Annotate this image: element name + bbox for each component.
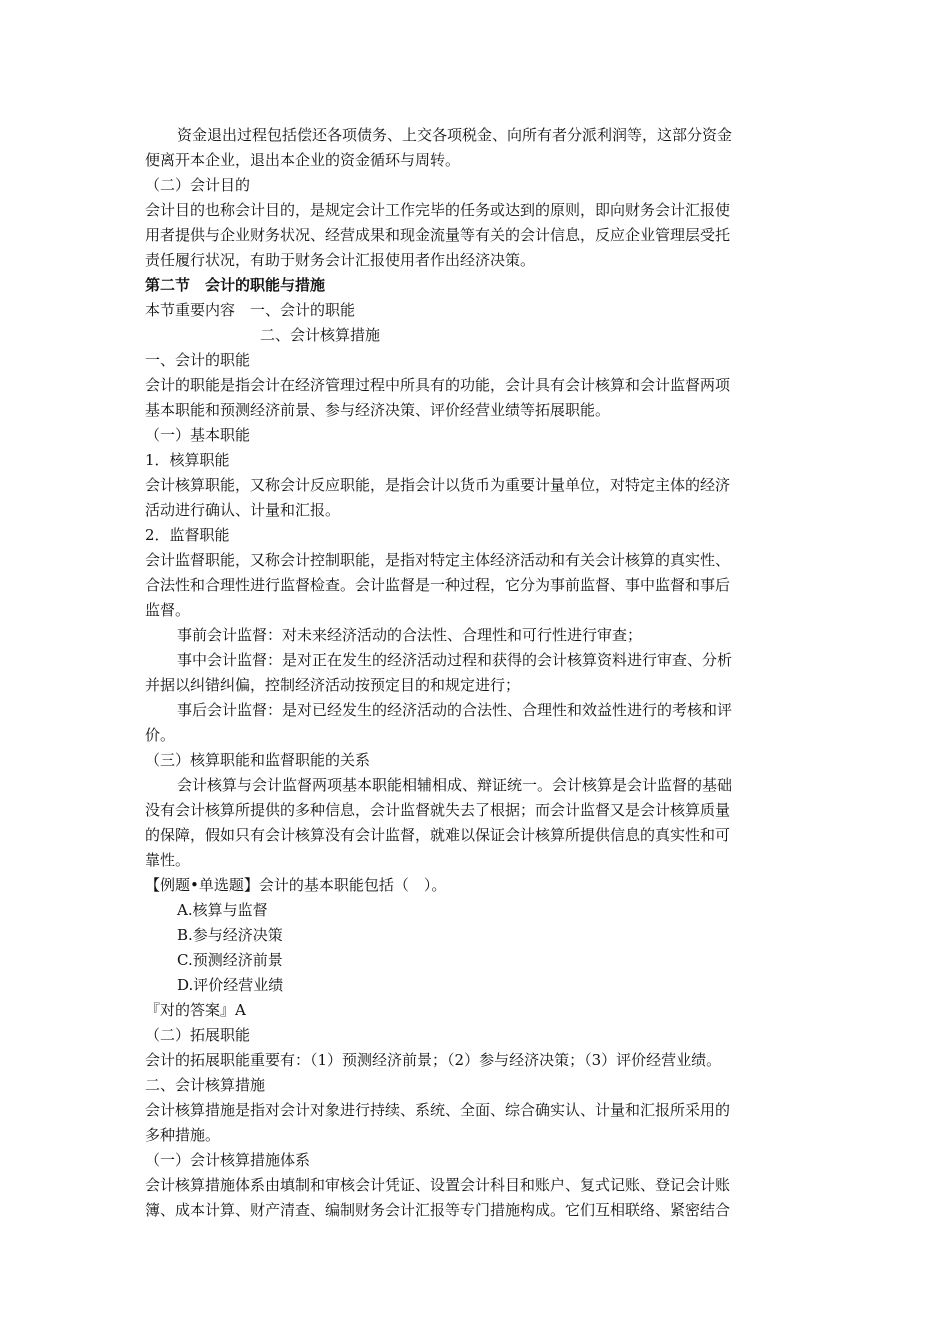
answer-option: B.参与经济决策: [177, 926, 283, 944]
paragraph-line: 合法性和合理性进行监督检查。会计监督是一种过程，它分为事前监督、事中监督和事后: [145, 576, 731, 594]
paragraph-line: 监督。: [145, 601, 191, 619]
paragraph-line: 会计监督职能，又称会计控制职能，是指对特定主体经济活动和有关会计核算的真实性、: [145, 551, 731, 569]
key-content-line: 二、会计核算措施: [260, 326, 381, 344]
subsection-heading: （二）拓展职能: [145, 1026, 251, 1044]
subsection-heading: （一）会计核算措施体系: [145, 1151, 311, 1169]
paragraph-line: 基本职能和预测经济前景、参与经济决策、评价经营业绩等拓展职能。: [145, 401, 611, 419]
paragraph-line: 会计核算措施体系由填制和审核会计凭证、设置会计科目和账户、复式记账、登记会计账: [145, 1176, 731, 1194]
paragraph-line: 多种措施。: [145, 1126, 221, 1144]
answer-option: C.预测经济前景: [177, 951, 283, 969]
paragraph-line: 会计的拓展职能重要有：（1）预测经济前景；（2）参与经济决策；（3）评价经营业绩。: [145, 1051, 722, 1069]
subsection-heading: （三）核算职能和监督职能的关系: [145, 751, 371, 769]
paragraph-line: 事前会计监督：对未来经济活动的合法性、合理性和可行性进行审查；: [177, 626, 643, 644]
answer-option: D.评价经营业绩: [177, 976, 284, 994]
paragraph-line: 会计核算与会计监督两项基本职能相辅相成、辩证统一。会计核算是会计监督的基础: [177, 776, 733, 794]
paragraph-line: 活动进行确认、计量和汇报。: [145, 501, 341, 519]
paragraph-line: 责任履行状况，有助于财务会计汇报使用者作出经济决策。: [145, 251, 536, 269]
paragraph-line: 并据以纠错纠偏，控制经济活动按预定目的和规定进行；: [145, 676, 521, 694]
paragraph-line: 用者提供与企业财务状况、经营成果和现金流量等有关的会计信息，反应企业管理层受托: [145, 226, 731, 244]
subsection-heading: 一、会计的职能: [145, 351, 251, 369]
paragraph-line: 没有会计核算所提供的多种信息，会计监督就失去了根据；而会计监督又是会计核算质量: [145, 801, 731, 819]
subsection-heading: 1．核算职能: [145, 451, 230, 469]
paragraph-line: 事后会计监督：是对已经发生的经济活动的合法性、合理性和效益性进行的考核和评: [177, 701, 733, 719]
section-heading: 第二节 会计的职能与措施: [145, 276, 326, 294]
correct-answer: 『对的答案』A: [145, 1001, 246, 1019]
paragraph-line: 事中会计监督：是对正在发生的经济活动过程和获得的会计核算资料进行审查、分析: [177, 651, 733, 669]
answer-option: A.核算与监督: [177, 901, 268, 919]
paragraph-line: 会计核算职能，又称会计反应职能，是指会计以货币为重要计量单位，对特定主体的经济: [145, 476, 731, 494]
key-content-line: 本节重要内容 一、会计的职能: [145, 301, 356, 319]
subsection-heading: 二、会计核算措施: [145, 1076, 266, 1094]
document-page: [145, 123, 810, 1223]
paragraph-line: 会计的职能是指会计在经济管理过程中所具有的功能，会计具有会计核算和会计监督两项: [145, 376, 731, 394]
paragraph-line: 便离开本企业，退出本企业的资金循环与周转。: [145, 151, 461, 169]
paragraph-line: 会计核算措施是指对会计对象进行持续、系统、全面、综合确实认、计量和汇报所采用的: [145, 1101, 731, 1119]
paragraph-line: 靠性。: [145, 851, 191, 869]
subsection-heading: （二）会计目的: [145, 176, 251, 194]
subsection-heading: 2．监督职能: [145, 526, 230, 544]
paragraph-line: 资金退出过程包括偿还各项债务、上交各项税金、向所有者分派利润等，这部分资金: [177, 126, 733, 144]
paragraph-line: 会计目的也称会计目的，是规定会计工作完毕的任务或达到的原则，即向财务会计汇报使: [145, 201, 731, 219]
example-question: 【例题•单选题】会计的基本职能包括（ ）。: [145, 876, 447, 894]
paragraph-line: 簿、成本计算、财产清查、编制财务会计汇报等专门措施构成。它们互相联络、紧密结合: [145, 1201, 731, 1219]
paragraph-line: 价。: [145, 726, 176, 744]
subsection-heading: （一）基本职能: [145, 426, 251, 444]
paragraph-line: 的保障，假如只有会计核算没有会计监督，就难以保证会计核算所提供信息的真实性和可: [145, 826, 731, 844]
